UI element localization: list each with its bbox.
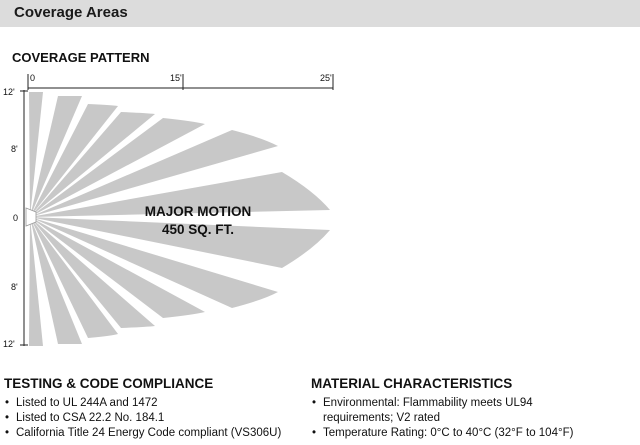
list-item: requirements; V2 rated xyxy=(323,412,440,424)
section-header-bar xyxy=(0,0,640,27)
section-title: Coverage Areas xyxy=(14,4,128,21)
y-tick-label: 8' xyxy=(11,282,18,292)
horizontal-scale xyxy=(28,73,333,90)
x-tick-label: 25' xyxy=(320,73,332,83)
list-item: • Listed to UL 244A and 1472 xyxy=(4,396,281,411)
coverage-diagram xyxy=(0,60,640,360)
major-motion-area-label: 450 SQ. FT. xyxy=(161,222,235,237)
list-item: • Temperature Rating: 0°C to 40°C (32°F to 104°F) xyxy=(311,426,573,441)
material-characteristics-list xyxy=(311,396,573,441)
testing-compliance-list xyxy=(4,396,281,441)
coverage-beams xyxy=(29,92,330,346)
y-tick-label: 12' xyxy=(3,87,15,97)
list-item: • Environmental: Flammability meets UL94 xyxy=(311,396,573,411)
testing-compliance-title: TESTING & CODE COMPLIANCE xyxy=(4,376,214,391)
coverage-pattern-title: COVERAGE PATTERN xyxy=(12,50,150,65)
list-item: • California Title 24 Energy Code compliant (VS306U) xyxy=(4,426,281,441)
y-tick-label: 12' xyxy=(3,339,15,349)
x-tick-label: 15' xyxy=(170,73,182,83)
list-item: • Listed to CSA 22.2 No. 184.1 xyxy=(4,411,281,426)
major-motion-label: MAJOR MOTION xyxy=(144,204,252,219)
y-tick-label: 8' xyxy=(11,144,18,154)
x-tick-label: 0 xyxy=(30,73,36,83)
y-tick-label: 0 xyxy=(13,213,19,223)
vertical-scale xyxy=(3,87,28,349)
material-characteristics-title: MATERIAL CHARACTERISTICS xyxy=(311,376,513,391)
